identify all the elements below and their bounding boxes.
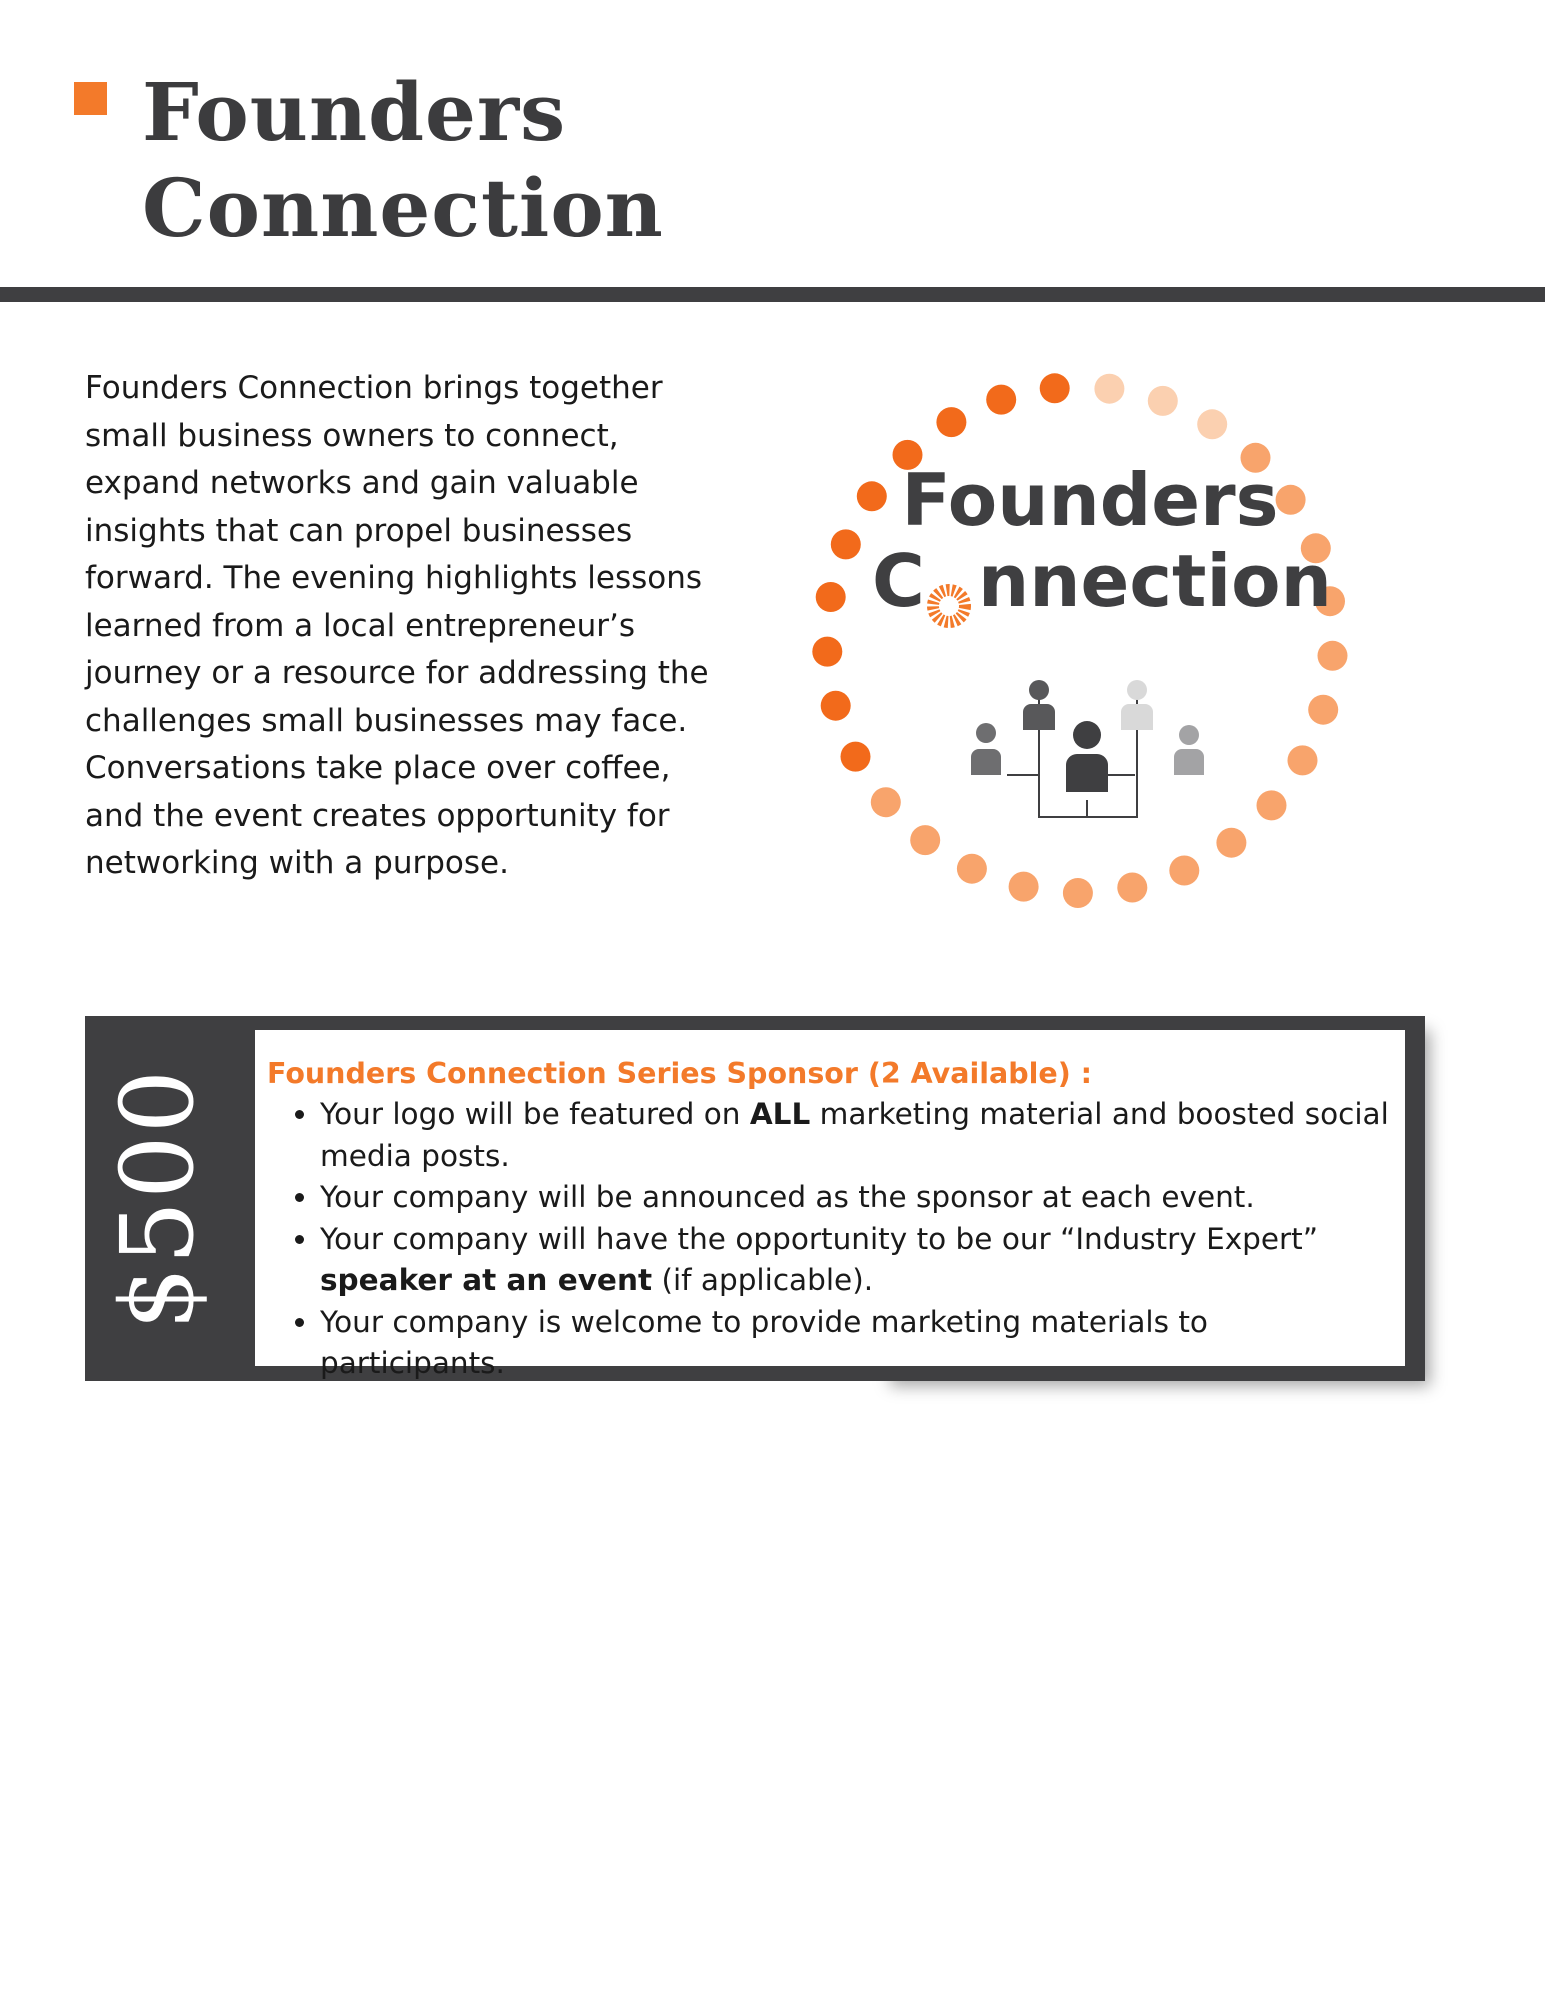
logo-dot bbox=[910, 825, 940, 855]
benefit-emphasis: speaker at an event bbox=[320, 1263, 653, 1297]
logo-dot bbox=[1009, 872, 1039, 902]
benefit-text: Your company will be announced as the sponsor at each event. bbox=[320, 1180, 1255, 1214]
price-text: $500 bbox=[99, 1067, 216, 1331]
logo-dot bbox=[1094, 374, 1124, 404]
logo-dot bbox=[1216, 828, 1246, 858]
benefit-item bbox=[320, 1094, 1393, 1177]
benefit-list bbox=[267, 1094, 1393, 1385]
logo-dot bbox=[1117, 873, 1147, 903]
benefit-item bbox=[320, 1302, 1393, 1385]
logo-dot bbox=[857, 481, 887, 511]
logo-word-founders: Founders bbox=[901, 458, 1279, 542]
logo-dot bbox=[1197, 409, 1227, 439]
header-accent-square bbox=[74, 82, 107, 115]
logo-word-nnection: nnection bbox=[978, 539, 1332, 623]
logo-dot bbox=[1288, 745, 1318, 775]
logo-dot bbox=[871, 787, 901, 817]
page-title-line-2: Connection bbox=[142, 161, 664, 255]
logo-dot bbox=[1318, 641, 1348, 671]
benefit-text: Your logo will be featured on bbox=[320, 1097, 750, 1131]
benefit-item bbox=[320, 1219, 1393, 1302]
logo-dot bbox=[1308, 695, 1338, 725]
sponsor-heading: Founders Connection Series Sponsor (2 Available) : bbox=[267, 1057, 1093, 1090]
founders-connection-logo bbox=[800, 360, 1360, 920]
header-divider bbox=[0, 287, 1545, 302]
logo-dot bbox=[831, 529, 861, 559]
logo-dot bbox=[1148, 386, 1178, 416]
logo-word-c: C bbox=[872, 539, 925, 623]
logo-sun-icon bbox=[933, 590, 965, 622]
benefit-item bbox=[320, 1177, 1393, 1219]
people-network-icon bbox=[971, 680, 1204, 817]
benefit-text: (if applicable). bbox=[652, 1263, 874, 1297]
benefit-emphasis: ALL bbox=[749, 1097, 811, 1131]
page-title-line-1: Founders bbox=[142, 65, 567, 159]
logo-dot bbox=[986, 385, 1016, 415]
sponsor-details bbox=[255, 1030, 1405, 1380]
logo-dot bbox=[1040, 373, 1070, 403]
logo-dot bbox=[812, 637, 842, 667]
benefit-text: Your company is welcome to provide marketing materials to participants. bbox=[320, 1304, 1208, 1380]
logo-dot bbox=[821, 691, 851, 721]
page-title bbox=[142, 64, 664, 256]
logo-dot bbox=[1257, 790, 1287, 820]
logo-dot bbox=[957, 854, 987, 884]
intro-paragraph: Founders Connection brings together small business owners to connect, expand networks and gain valuable insights that can propel businesses forward. The evening highlights lessons learned from a local entrepreneur’s journey or a resource for addressing the challenges small businesses may face. Conversations take place over coffee, and the event creates opportunity for networking with a purpose. bbox=[85, 370, 709, 881]
logo-dot bbox=[841, 742, 871, 772]
logo-dot bbox=[1063, 878, 1093, 908]
benefit-text: Your company will have the opportunity to be our “Industry Expert” bbox=[320, 1221, 1319, 1256]
logo-dot bbox=[816, 582, 846, 612]
logo-dot bbox=[1169, 856, 1199, 886]
logo-dot bbox=[1276, 485, 1306, 515]
logo-svg bbox=[800, 360, 1360, 920]
logo-dot-ring bbox=[812, 373, 1347, 908]
logo-dot bbox=[936, 407, 966, 437]
benefit-text: marketing material and boosted social media posts. bbox=[320, 1097, 1389, 1173]
